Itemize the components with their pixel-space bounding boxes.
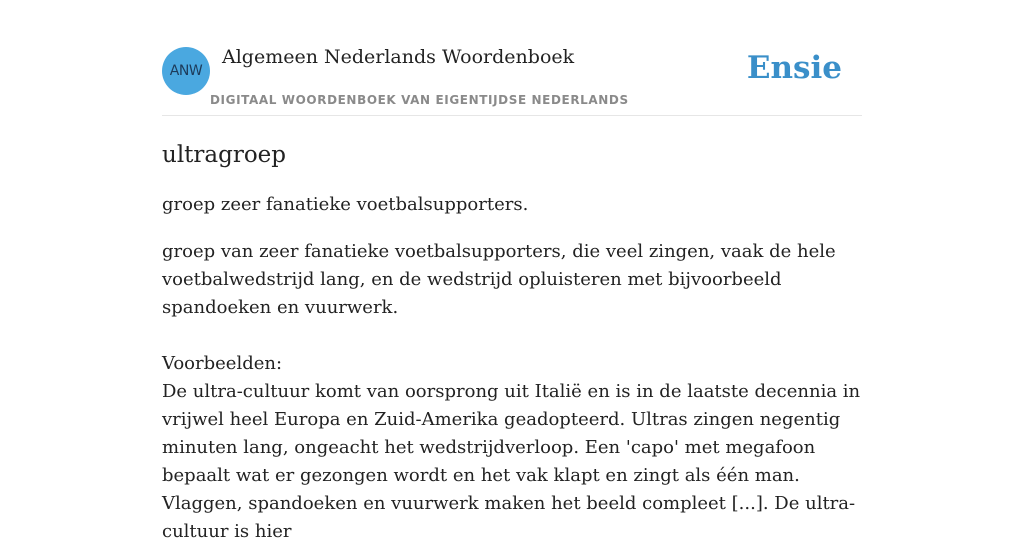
site-header (162, 0, 862, 116)
entry-content (162, 140, 862, 546)
short-definition: groep zeer fanatieke voetbalsupporters. (162, 194, 529, 215)
site-subtitle: DIGITAAL WOORDENBOEK VAN EIGENTIJDSE NEDERLANDS (210, 93, 629, 107)
ensie-brand-link[interactable]: Ensie (746, 50, 842, 86)
long-definition: groep van zeer fanatieke voetbalsupporters, die veel zingen, vaak de hele voetbalwedstrijd lang, en de wedstrijd opluisteren met bijvoorbeeld spandoeken en vuurwerk. (162, 241, 836, 318)
anw-logo[interactable] (162, 47, 210, 95)
logo-text: ANW (169, 63, 203, 79)
examples-label: Voorbeelden: (162, 353, 283, 374)
entry-title: ultragroep (162, 142, 287, 168)
page (162, 0, 862, 546)
site-title[interactable]: Algemeen Nederlands Woordenboek (222, 46, 575, 68)
example-text: De ultra-cultuur komt van oorsprong uit Italië en is in de laatste decennia in vrijwel heel Europa en Zuid-Amerika geadopteerd. Ultras zingen negentig minuten lang, ongeacht het wedstrijdverloop. Een 'capo' met megafoon bepaalt wat er gezongen wordt en het vak klapt en zingt als één man. Vlaggen, spandoeken en vuurwerk maken het beeld compleet [...]. De ultra-cultuur is hier (162, 381, 861, 542)
